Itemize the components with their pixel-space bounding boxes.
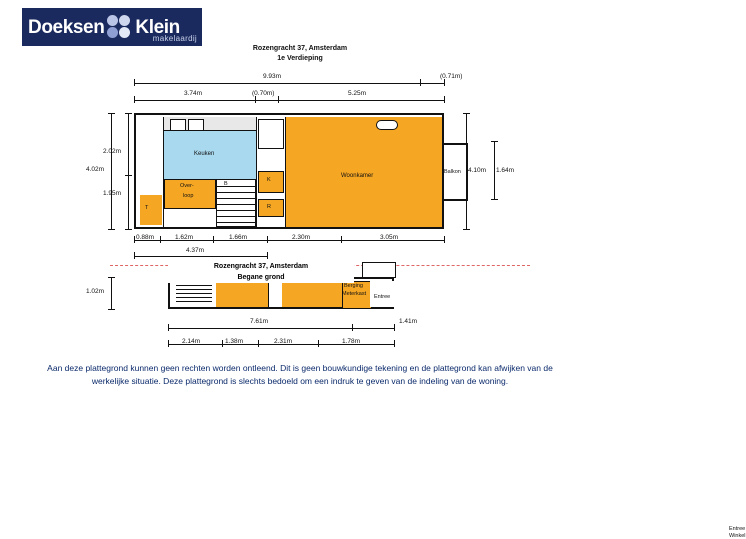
- dim-tick: [278, 96, 279, 103]
- dim-tick: [420, 79, 421, 86]
- storage-label-2: Meterkast: [342, 291, 367, 297]
- kitchen-appliance-1: [170, 119, 186, 131]
- dim-label-seg-2: (0.70m): [252, 90, 275, 97]
- dim-tick: [222, 340, 223, 347]
- dim-tick: [352, 324, 353, 331]
- dim-label-left-total: 4.02m: [86, 166, 105, 173]
- closet-middle: [258, 171, 284, 193]
- dim-tick: [463, 113, 470, 114]
- dim-line-right-balcony: [494, 141, 495, 199]
- dim-tick: [258, 340, 259, 347]
- dim-tick: [108, 229, 115, 230]
- dim-label-ground-seg-1: 2.14m: [182, 338, 201, 345]
- dim-tick: [394, 324, 395, 331]
- dim-tick: [108, 309, 115, 310]
- landing-label-line1: Over-: [180, 183, 194, 189]
- dim-label-bottom-4: 2.30m: [292, 234, 311, 241]
- dim-tick: [125, 229, 132, 230]
- balcony-label: Balkon: [444, 169, 461, 175]
- closet-lower: [258, 199, 284, 217]
- ground-corridor: [282, 281, 342, 307]
- ground-floor-label: Begane grond: [237, 273, 285, 281]
- dim-label-balcony-depth: (0.71m): [440, 73, 463, 80]
- first-floor-label: 1e Verdieping: [277, 55, 323, 63]
- dim-tick: [444, 96, 445, 103]
- storage-label-1: Berging: [344, 283, 363, 289]
- dim-tick: [255, 96, 256, 103]
- dim-label-right-balcony: 1.64m: [496, 167, 515, 174]
- dim-label-ground-seg-4: 1.78m: [342, 338, 361, 345]
- ground-floor-address: Rozengracht 37, Amsterdam: [213, 263, 309, 270]
- kitchen-label: Keuken: [194, 151, 215, 157]
- closet-upper: [258, 119, 284, 149]
- dim-label-bottom-sub: 4.37m: [186, 247, 205, 254]
- living-label: Woonkamer: [341, 173, 374, 179]
- logo-text-secondary: Klein: [135, 16, 180, 38]
- dim-tick: [444, 79, 445, 86]
- logo-dots-icon: [107, 14, 133, 40]
- closet-label-k: K: [267, 177, 271, 183]
- first-floor-plan: [134, 113, 461, 229]
- shop-entrance-label-2: Winkel: [729, 533, 746, 539]
- room-toilet: [140, 195, 162, 225]
- dim-line-total-top: [134, 83, 444, 84]
- dim-label-right-total: 4.10m: [468, 167, 487, 174]
- dim-tick: [213, 236, 214, 243]
- shop-entrance-label-1: Entree: [729, 526, 746, 532]
- dim-label-ground-seg-3: 2.31m: [274, 338, 293, 345]
- landing-label-line2: loop: [183, 193, 194, 199]
- dim-label-ground-seg-2: 1.38m: [225, 338, 244, 345]
- dim-label-seg-1: 3.74m: [184, 90, 203, 97]
- ground-hall: [216, 281, 268, 307]
- living-fixture: [376, 120, 398, 130]
- dim-label-left-lower: 1.95m: [103, 190, 122, 197]
- dim-label-bottom-5: 3.05m: [380, 234, 399, 241]
- ground-floor-title: [168, 262, 354, 283]
- room-living: [286, 117, 442, 227]
- disclaimer-line-2: werkelijke situatie. Deze plattegrond is slechts bedoeld om een indruk te geven van de indeling van de woning.: [91, 376, 509, 387]
- dim-label-ground-extra: 1.41m: [399, 318, 418, 325]
- dim-tick: [108, 277, 115, 278]
- disclaimer: [0, 362, 600, 388]
- dim-line-segments-top: [134, 100, 444, 101]
- dim-line-left-lower: [128, 175, 129, 229]
- logo-text-primary: Doeksen: [28, 16, 105, 38]
- dim-tick: [134, 96, 135, 103]
- closet-label-r: R: [267, 204, 271, 210]
- dim-line-ground-total: [168, 328, 394, 329]
- dim-tick: [160, 236, 161, 243]
- dim-tick: [134, 79, 135, 86]
- dim-line-bottom-sub: [134, 256, 267, 257]
- dim-tick: [444, 236, 445, 243]
- dim-line-left-outer: [111, 113, 112, 229]
- dim-tick: [108, 113, 115, 114]
- company-logo: [22, 8, 202, 46]
- dim-tick: [318, 340, 319, 347]
- dim-tick: [267, 236, 268, 243]
- dim-tick: [394, 340, 395, 347]
- dim-label-bottom-3: 1.66m: [229, 234, 248, 241]
- ground-staircase: [172, 281, 217, 307]
- first-floor-address: Rozengracht 37, Amsterdam: [252, 45, 348, 52]
- dim-label-seg-3: 5.25m: [348, 90, 367, 97]
- ground-entrance-label: Entree: [374, 294, 391, 300]
- dim-label-total-width: 9.93m: [263, 73, 282, 80]
- dim-label-bottom-1: 0.88m: [136, 234, 155, 241]
- first-floor-title: [210, 44, 390, 64]
- dim-tick: [134, 252, 135, 259]
- dim-label-ground-total: 7.61m: [250, 318, 269, 325]
- dim-label-left-upper: 2.02m: [103, 148, 122, 155]
- dim-tick: [125, 113, 132, 114]
- stair-label: B: [224, 181, 228, 187]
- dim-tick: [491, 199, 498, 200]
- dim-line-left-upper: [128, 113, 129, 175]
- dim-tick: [491, 141, 498, 142]
- staircase: [216, 179, 256, 227]
- dim-line-ground-left: [111, 277, 112, 309]
- dim-tick: [168, 324, 169, 331]
- dim-label-bottom-2: 1.62m: [175, 234, 194, 241]
- dim-label-ground-left: 1.02m: [86, 288, 105, 295]
- disclaimer-line-1: Aan deze plattegrond kunnen geen rechten worden ontleend. Dit is geen bouwkundige tekening en de plattegrond kan afwijken van de: [47, 363, 553, 373]
- dim-tick: [267, 252, 268, 259]
- kitchen-appliance-2: [188, 119, 204, 131]
- dim-tick: [168, 340, 169, 347]
- logo-tagline: makelaardij: [152, 34, 197, 43]
- toilet-label: T: [145, 205, 149, 211]
- dim-tick: [341, 236, 342, 243]
- dim-tick: [463, 229, 470, 230]
- dim-tick: [134, 236, 135, 243]
